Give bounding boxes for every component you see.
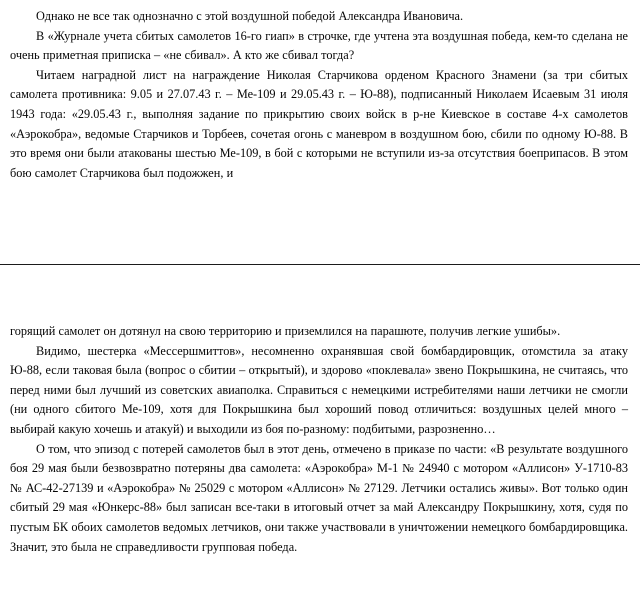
page-bottom-text-block — [0, 322, 640, 557]
paragraph: Читаем наградной лист на награждение Николая Старчикова орденом Красного Знамени (за три сбитых самолета противника: 9.05 и 27.07.43 г. – Ме-109 и 29.05.43 г. – Ю-88), подписанный Николаем Исаевым 31 июля 1943 года: «29.05.43 г., выполняя задание по прикрытию своих войск в р-не Киевское в составе 4-х самолетов «Аэрокобра», ведомые Старчиков и Торбеев, сочетая огонь с маневром в воздушном бою, сбили по одному Ю-88. В это время они были атакованы шестью Ме-109, в бой с которыми не вступили из-за отсутствия боеприпасов. В этом бою самолет Старчикова был подожжен, и — [10, 67, 628, 180]
paragraph: О том, что эпизод с потерей самолетов был в этот день, отмечено в приказе по части: «В результате воздушного боя 29 мая были безвозвратно потеряны два самолета: «Аэрокобра» М-1 № 24940 с мотором «Аллисон» У-1710-83 № АС-42-27139 и «Аэрокобра» № 25029 с мотором «Аллисон» № 27129. Летчики остались живы». Вот только один сбитый 29 мая «Юнкерс-88» был записан все-таки в итоговый отчет за май Александру Покрышкину, хотя, судя по пустым БК обоих самолетов ведомых летчиков, они также участвовали в уничтожении немецкого бомбардировщика. Значит, это была не справедливости групповая победа. — [10, 441, 628, 554]
page-divider — [0, 264, 640, 265]
paragraph: горящий самолет он дотянул на свою территорию и приземлился на парашюте, получив легкие ушибы». — [10, 324, 561, 338]
page-top-text-block — [0, 7, 640, 183]
paragraph: Видимо, шестерка «Мессершмиттов», несомненно охранявшая свой бомбардировщик, отомстила за атаку Ю-88, если таковая была (вопрос о сбитии – открытый), и здорово «поклевала» звено Покрышкина, не считаясь, что перед ними был лучший из советских авиаполка. Справиться с немецкими истребителями наши летчики не смогли (ни одного сбитого Ме-109, хотя для Покрышкина был хороший повод отличиться: воздушных целей много – выбирай какую хочешь и атакуй) и выходили из боя по-разному: подбитыми, разрозненно… — [10, 343, 628, 436]
paragraph: В «Журнале учета сбитых самолетов 16-го гиап» в строчке, где учтена эта воздушная победа, кем-то сделана не очень приметная приписка – «не сбивал». А кто же сбивал тогда? — [10, 28, 628, 63]
paragraph: Однако не все так однозначно с этой воздушной победой Александра Ивановича. — [36, 9, 464, 23]
